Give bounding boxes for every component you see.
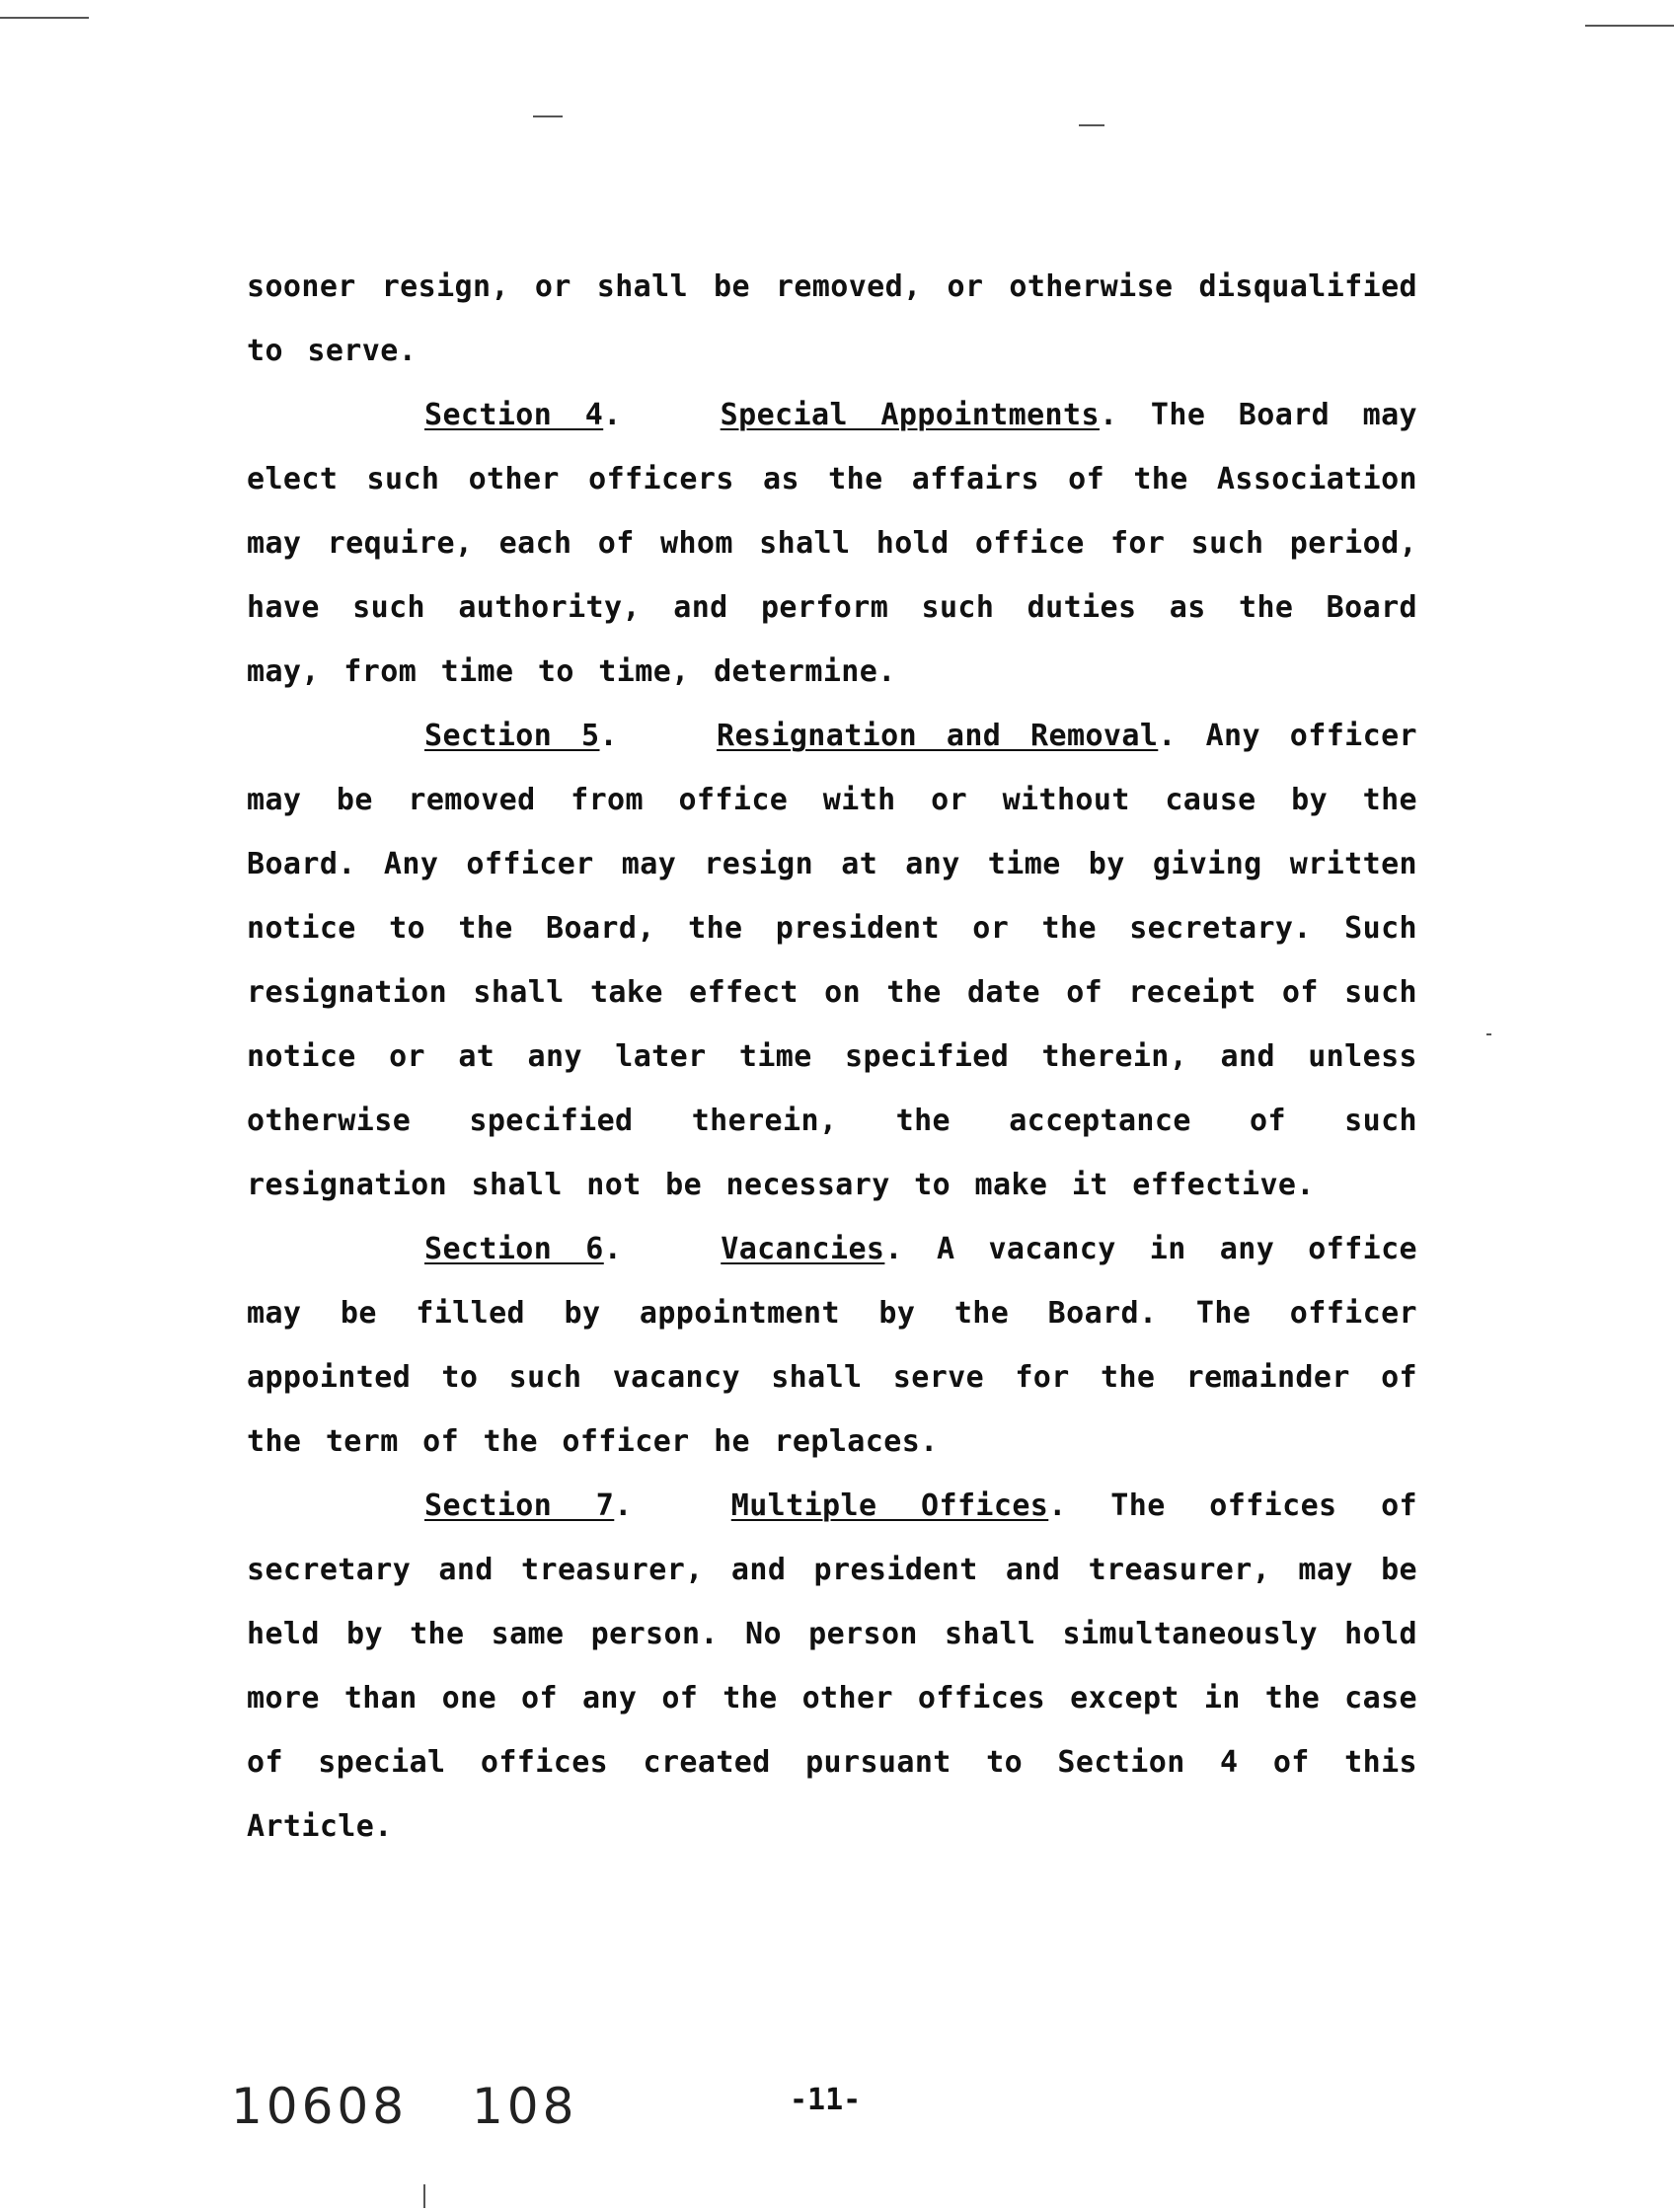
paragraph-text: sooner resign, or shall be removed, or otherwise disqualified to serve. bbox=[247, 269, 1417, 368]
section-7-paragraph: Section 7. Multiple Offices. The offices of secretary and treasurer, and president and treasurer, may be held by the same person. No person shall simultaneously hold more than one of any of the other offices except in the case of special offices created pursuant to Section 4 of this Article. bbox=[247, 1488, 1417, 1844]
section-4-label: Section 4 bbox=[424, 398, 604, 432]
section-7-heading: Multiple Offices bbox=[730, 1488, 1049, 1523]
section-5-label: Section 5 bbox=[424, 719, 600, 753]
scan-mark-top-center-b bbox=[1079, 124, 1104, 126]
paragraph-continuation bbox=[247, 255, 1417, 383]
section-4-paragraph: Section 4. Special Appointments. The Board may elect such other officers as the affairs of the Association may require, each of whom shall hold office for such period, have such authority, and perform such duties as the Board may, from time to time, determine. bbox=[247, 398, 1418, 689]
page-number: -11- bbox=[790, 2083, 862, 2117]
scan-mark-top-right bbox=[1585, 25, 1674, 27]
section-4-text: The Board may elect such other officers as the affairs of the Association may require, each of whom shall hold office for such period, have such authority, and perform such duties as the Board may, from time to time, determine. bbox=[247, 398, 1418, 689]
section-4-heading: Special Appointments bbox=[720, 398, 1100, 432]
section-7-label: Section 7 bbox=[424, 1488, 615, 1523]
section-5-text: Any officer may be removed from office with or without cause by the Board. Any officer may resign at any time by giving written notice to the Board, the president or the secretary. Such resignation shall take effect on the date of receipt of such notice or at any later time specified therein, and unless otherwise specified therein, the acceptance of such resignation shall not be necessary to make it effective. bbox=[247, 719, 1418, 1202]
section-6-paragraph: Section 6. Vacancies. A vacancy in any office may be filled by appointment by the Board. The officer appointed to such vacancy shall serve for the remainder of the term of the officer he replaces. bbox=[247, 1232, 1417, 1459]
section-6-text: A vacancy in any office may be filled by appointment by the Board. The officer appointed to such vacancy shall serve for the remainder of the term of the officer he replaces. bbox=[247, 1232, 1417, 1459]
section-5-paragraph: Section 5. Resignation and Removal. Any officer may be removed from office with or without cause by the Board. Any officer may resign at any time by giving written notice to the Board, the president or the secretary. Such resignation shall take effect on the date of receipt of such notice or at any later time specified therein, and unless otherwise specified therein, the acceptance of such resignation shall not be necessary to make it effective. bbox=[247, 719, 1418, 1202]
book-number: 10608 bbox=[231, 2078, 409, 2135]
section-7-text: The offices of secretary and treasurer, and president and treasurer, may be held by the same person. No person shall simultaneously hold more than one of any of the other offices except in the case of special offices created pursuant to Section 4 of this Article. bbox=[247, 1488, 1417, 1844]
section-6-heading: Vacancies bbox=[721, 1232, 885, 1266]
section-5-heading: Resignation and Removal bbox=[716, 719, 1159, 753]
scan-mark-top-left bbox=[0, 17, 89, 19]
scan-mark-right-edge bbox=[1486, 1033, 1491, 1035]
section-6-label: Section 6 bbox=[424, 1232, 604, 1266]
scan-mark-top-center-a bbox=[533, 115, 563, 117]
page-reference: 108 bbox=[472, 2078, 578, 2135]
document-body bbox=[247, 255, 1417, 1859]
scan-mark-bottom bbox=[423, 2184, 425, 2208]
